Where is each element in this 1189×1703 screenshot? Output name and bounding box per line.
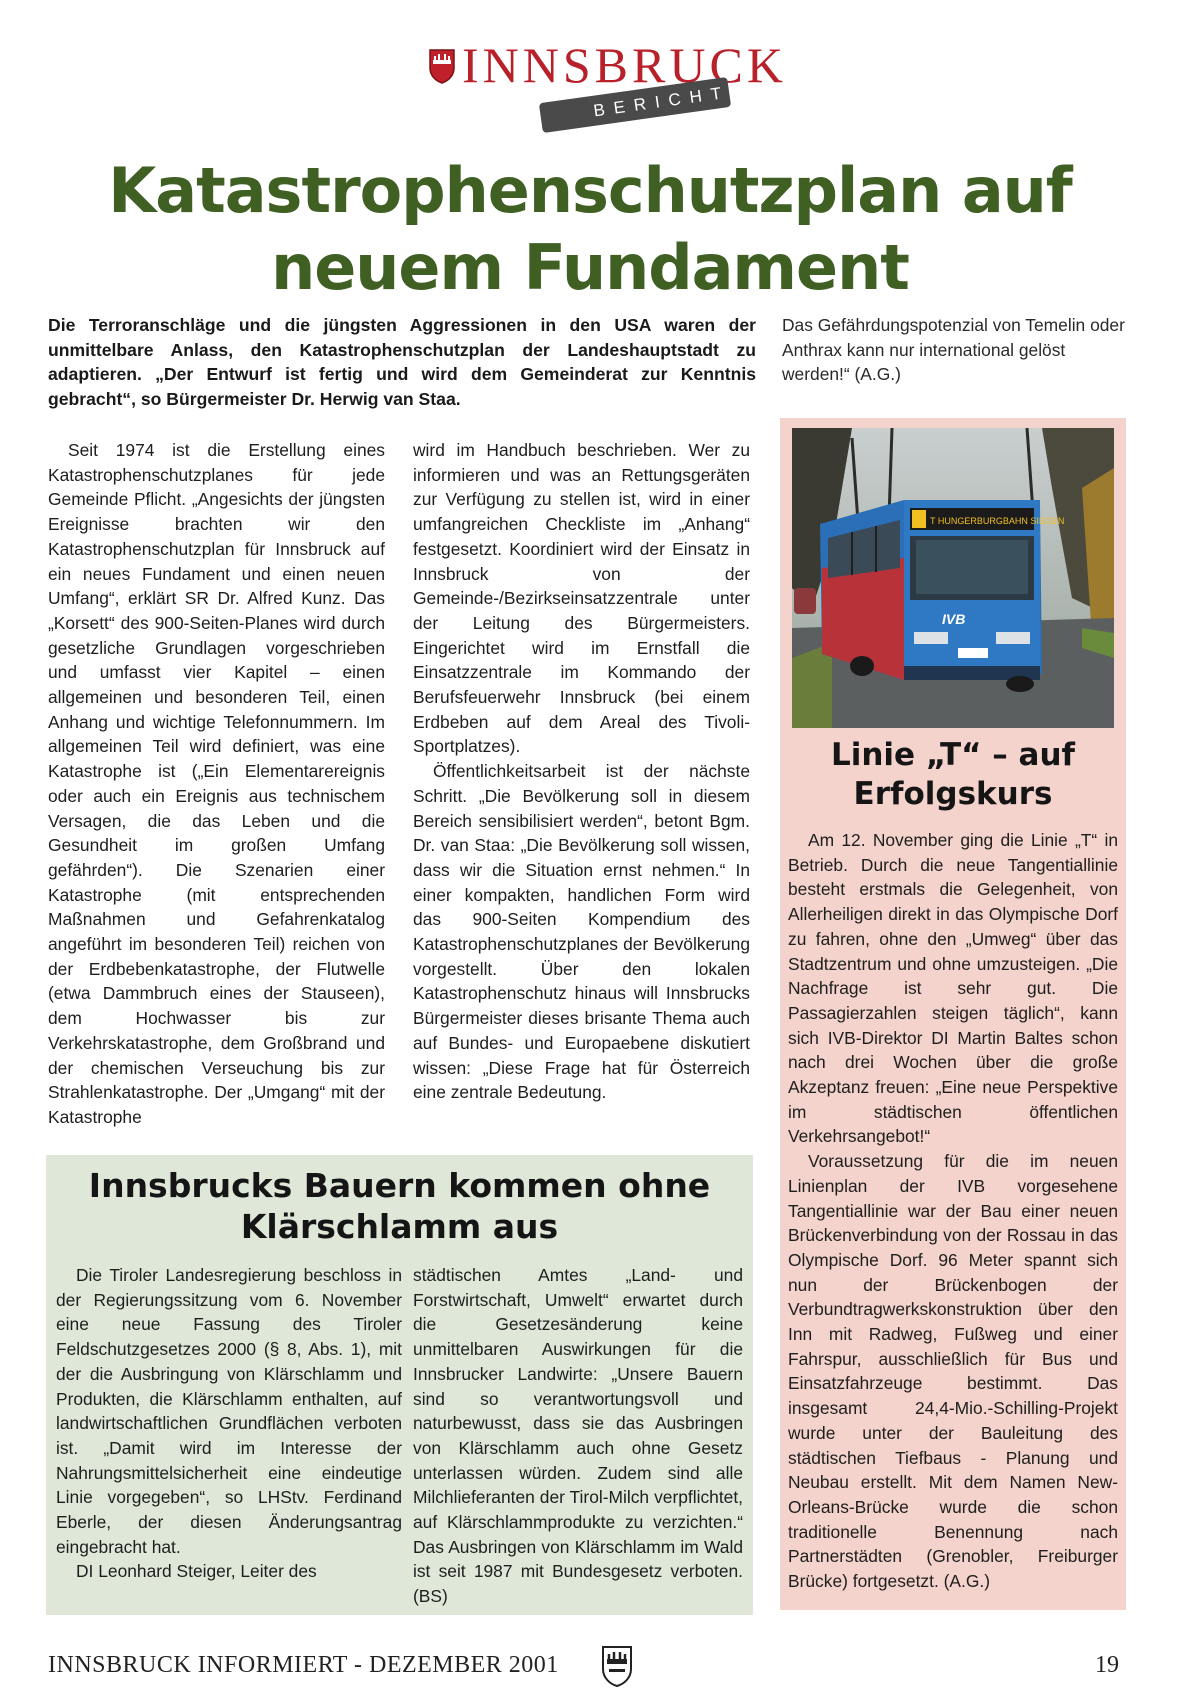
article-paragraph: DI Leonhard Steiger, Leiter des	[76, 1561, 317, 1582]
article-paragraph: städtischen Amtes „Land- und Forstwirtschaft, Umwelt“ erwartet durch die Gesetzesänderung keine unmittelbaren Auswirkungen für die Innsbrucker Landwirte: „Unsere Bauern sind so verantwortungsvoll und naturbewusst, dass sie das Ausbringen von Klärschlamm auch ohne Gesetz unterlassen würden. Zudem sind alle Milchlieferanten der Tirol-Milch verpflichtet, auf Klärschlammprodukte zu verzichten.“ Das Ausbringen von Klärschlamm im Wald ist seit 1987 mit Bundesgesetz verboten. (BS)	[413, 1265, 743, 1607]
masthead	[428, 37, 787, 130]
green-article-title: Innsbrucks Bauern kommen ohne Klärschlamm aus	[88, 1166, 711, 1246]
footer-publication: INNSBRUCK INFORMIERT - DEZEMBER 2001	[48, 1652, 559, 1678]
green-sidebar-article	[46, 1155, 753, 1615]
article-column-2	[413, 438, 750, 1105]
article-headline: Katastrophenschutzplan auf neuem Fundament	[108, 154, 1072, 304]
green-article-column-2	[413, 1263, 743, 1609]
pink-sidebar-article	[780, 418, 1126, 1610]
article-paragraph: Seit 1974 ist die Erstellung eines Katastrophenschutzplanes für jede Gemeinde Pflicht. „Angesichts der jüngsten Ereignisse brachten wir den Katastrophenschutzplan für Innsbruck auf ein neues Fundament und einen neuen Umfang“, erklärt SR Dr. Alfred Kunz. Das „Korsett“ des 900-Seiten-Planes wird durch gesetzliche Grundlagen vorgeschrieben und umfasst vier Kapitel – einen allgemeinen und besonderen Teil, einen Anhang und wichtige Telefonnummern. Im allgemeinen Teil wird definiert, was eine Katastrophe ist („Ein Elementarereignis oder auch ein Ereignis aus technischem Versagen, die das Leben und die Gesundheit im großen Umfang gefährden“). Die Szenarien einer Katastrophe (mit entsprechenden Maßnahmen und Gefahrenkatalog angeführt im besonderen Teil) reichen von der Erdbebenkatastrophe, der Flutwelle (etwa Dammbruch eines der Stauseen), dem Hochwasser bis zur Verkehrskatastrophe, dem Großbrand und der chemischen Verseuchung bis zur Strahlenkatastrophe. Der „Umgang“ mit der Katastrophe	[48, 440, 385, 1127]
pink-article-title: Linie „T“ – auf Erfolgskurs	[830, 737, 1076, 812]
page-number: 19	[1095, 1652, 1119, 1678]
innsbruck-crest-icon	[428, 48, 456, 84]
masthead-title: INNSBRUCK	[462, 37, 787, 93]
pink-article-column	[788, 828, 1118, 1594]
article-column-1	[48, 438, 385, 1130]
bus-photo	[792, 428, 1114, 728]
green-article-column-1	[56, 1263, 402, 1584]
bus-logo: IVB	[942, 611, 966, 627]
article-lead: Die Terroranschläge und die jüngsten Aggressionen in den USA waren der unmittelbare Anlass, den Katastrophenschutzplan der Landeshauptstadt zu adaptieren. „Der Entwurf ist fertig und wird dem Gemeinderat zur Kenntnis gebracht“, so Bürgermeister Dr. Herwig van Staa.	[48, 315, 756, 409]
article-paragraph: Öffentlichkeitsarbeit ist der nächste Schritt. „Die Bevölkerung soll in diesem Bereich sensibilisiert werden“, betont Bgm. Dr. van Staa: „Die Bevölkerung soll wissen, dass wir die Situation ernst nehmen.“ In einer kompakten, handlichen Form wird das 900-Seiten Kompendium des Katastrophenschutzplanes der Bevölkerung vorgestellt. Über den lokalen Katastrophenschutz hinaus will Innsbrucks Bürgermeister dieses brisante Thema auch auf Bundes- und Europaebene diskutiert wissen: „Diese Frage hat für Österreich eine zentrale Bedeutung.	[413, 761, 750, 1103]
article-paragraph: Voraussetzung für die im neuen Linienplan der IVB vorgesehene Tangentiallinie war der Bau einer neuen Brückenverbindung von der Rossau in das Olympische Dorf. 96 Meter spannt sich nun der Brückenbogen der Verbundtragwerkskonstruktion über den Inn mit Radweg, Fußweg und einer Fahrspur, ausschließlich für Bus und Einsatzfahrzeuge bestimmt. Das insgesamt 24,4-Mio.-Schilling-Projekt wurde unter der Bauleitung des städtischen Tiefbaus - Planung und Neubau erstellt. Mit dem Namen New-Orleans-Brücke wurde die schon traditionelle Benennung nach Partnerstädten (Grenobler, Freiburger Brücke) fortgesetzt. (A.G.)	[788, 1151, 1118, 1592]
article-paragraph: wird im Handbuch beschrieben. Wer zu informieren und was an Rettungsgeräten zur Verfügung zu stellen ist, wird in einer umfangreichen Checkliste im „Anhang“ festgesetzt. Koordiniert wird der Einsatz in Innsbruck von der Gemeinde-/Bezirkseinsatzzentrale unter der Leitung des Bürgermeisters. Eingerichtet wird im Ernstfall die Einsatzzentrale im Kommando der Berufsfeuerwehr Innsbruck (bei einem Erdbeben auf dem Areal des Tivoli-Sportplatzes).	[413, 440, 750, 757]
article-paragraph: Die Tiroler Landesregierung beschloss in der Regierungssitzung vom 6. November eine neue Fassung des Tiroler Feldschutzgesetzes 2000 (§ 8, Abs. 1), mit der die Ausbringung von Klärschlamm und Produkten, die Klärschlamm enthalten, auf landwirtschaftlichen Grundflächen verboten ist. „Damit wird im Interesse der Nahrungsmittelsicherheit eine eindeutige Linie vorgegeben“, so LHStv. Ferdinand Eberle, der diesen Änderungsantrag eingebracht hat.	[56, 1265, 402, 1557]
bus-destination-sign: T HUNGERBURGBAHN SIEGEN	[930, 516, 1065, 526]
footer-crest-icon	[601, 1645, 633, 1687]
masthead-subtitle: BERICHT	[592, 82, 732, 121]
article-continuation: Das Gefährdungspotenzial von Temelin oder Anthrax kann nur international gelöst werden!“ (A.G.)	[782, 315, 1125, 385]
article-paragraph: Am 12. November ging die Linie „T“ in Betrieb. Durch die neue Tangentiallinie besteht erstmals die Gelegenheit, von Allerheiligen direkt in das Olympische Dorf zu fahren, ohne den „Umweg“ über das Stadtzentrum und ohne umzusteigen. „Die Nachfrage ist sehr gut. Die Passagierzahlen steigen täglich“, kann sich IVB-Direktor DI Martin Baltes schon nach drei Wochen über die große Akzeptanz freuen: „Eine neue Perspektive im städtischen öffentlichen Verkehrsangebot!“	[788, 830, 1118, 1147]
